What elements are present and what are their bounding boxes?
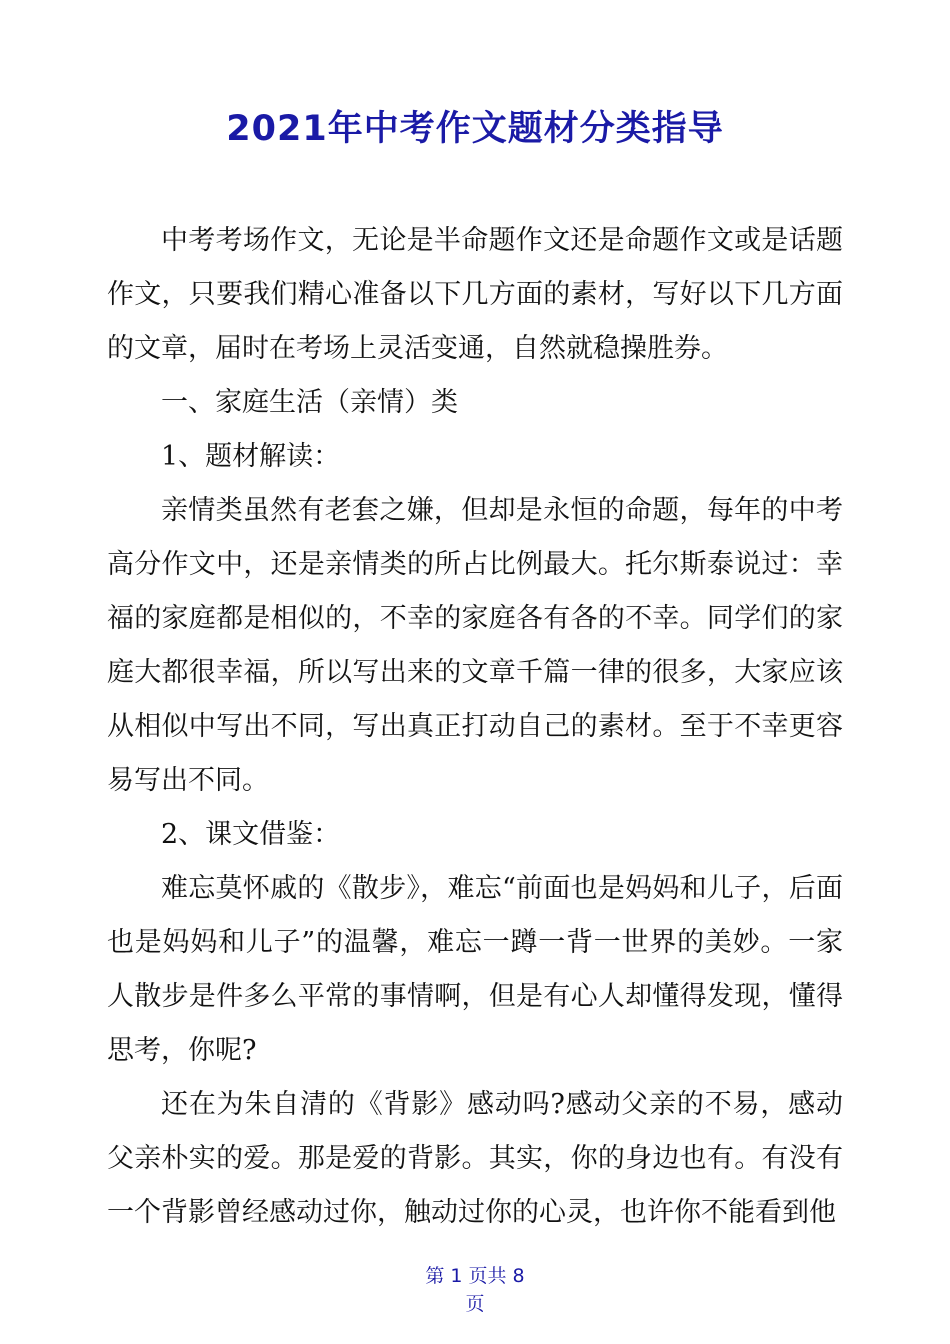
paragraph-intro: 中考考场作文，无论是半命题作文还是命题作文或是话题作文，只要我们精心准备以下几方面的素材，写好以下几方面的文章，届时在考场上灵活变通，自然就稳操胜券。 — [107, 225, 843, 364]
section-heading-family: 一、家庭生活（亲情）类 — [161, 387, 458, 418]
page-number-line2: 页 — [465, 1293, 485, 1315]
page-footer — [0, 1262, 950, 1318]
page-number-line1: 第 1 页共 8 — [425, 1265, 525, 1287]
paragraph-topic-reading: 亲情类虽然有老套之嫌，但却是永恒的命题，每年的中考高分作文中，还是亲情类的所占比例最大。托尔斯泰说过：幸福的家庭都是相似的，不幸的家庭各有各的不幸。同学们的家庭大都很幸福，所以写出来的文章千篇一律的很多，大家应该从相似中写出不同，写出真正打动自己的素材。至于不幸更容易写出不同。 — [107, 495, 843, 796]
document-body — [107, 214, 843, 1240]
subheading-topic-reading: 1、题材解读： — [161, 441, 341, 472]
paragraph-walk: 难忘莫怀戚的《散步》，难忘“前面也是妈妈和儿子，后面也是妈妈和儿子”的温馨，难忘一蹲一背一世界的美妙。一家人散步是件多么平常的事情啊，但是有心人却懂得发现，懂得思考，你呢? — [107, 873, 843, 1066]
document-title: 2021年中考作文题材分类指导 — [226, 109, 724, 149]
subheading-text-reference: 2、课文借鉴： — [161, 819, 341, 850]
paragraph-back-view: 还在为朱自清的《背影》感动吗?感动父亲的不易，感动父亲朴实的爱。那是爱的背影。其实，你的身边也有。有没有一个背影曾经感动过你，触动过你的心灵，也许你不能看到他 — [107, 1089, 843, 1228]
